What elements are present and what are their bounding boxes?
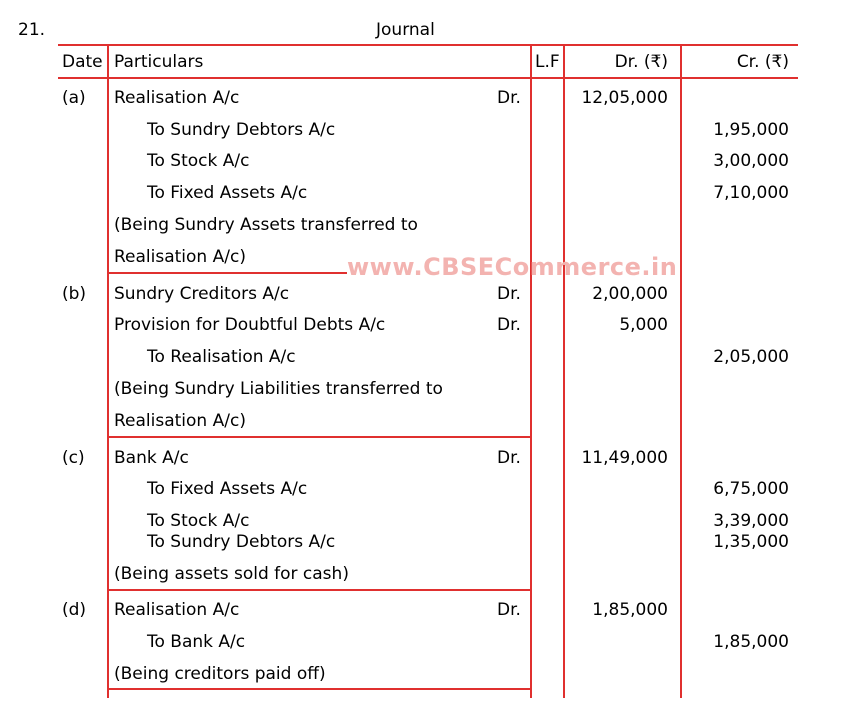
credit-amount: 6,75,000 <box>713 479 789 499</box>
debit-account: Realisation A/c <box>114 88 240 108</box>
entry-separator-d <box>107 688 532 690</box>
debit-account: Sundry Creditors A/c <box>114 284 290 304</box>
credit-amount: 3,00,000 <box>713 151 789 171</box>
entry-date: (d) <box>62 600 87 620</box>
credit-amount: 3,39,000 <box>713 511 789 531</box>
question-number: 21. <box>18 20 46 40</box>
narration: (Being Sundry Liabilities transferred to <box>114 379 443 399</box>
credit-account: To Stock A/c <box>147 511 250 531</box>
credit-account: To Sundry Debtors A/c <box>147 120 336 140</box>
credit-amount: 1,95,000 <box>713 120 789 140</box>
entry-date: (c) <box>62 448 85 468</box>
entry-separator-a <box>107 272 347 274</box>
narration: Realisation A/c) <box>114 247 246 267</box>
dr-mark: Dr. <box>497 448 521 468</box>
credit-account: To Stock A/c <box>147 151 250 171</box>
page-title: Journal <box>376 20 435 40</box>
dr-mark: Dr. <box>497 284 521 304</box>
date-column-divider <box>107 44 109 698</box>
entry-separator-b <box>107 436 532 438</box>
dr-mark: Dr. <box>497 315 521 335</box>
narration: (Being creditors paid off) <box>114 664 326 684</box>
credit-amount: 1,35,000 <box>713 532 789 552</box>
header-dr: Dr. (₹) <box>614 52 668 72</box>
credit-account: To Realisation A/c <box>147 347 296 367</box>
lf-column-left-divider <box>530 44 532 698</box>
credit-amount: 1,85,000 <box>713 632 789 652</box>
table-top-border <box>58 44 798 46</box>
dr-column-right-divider <box>680 44 682 698</box>
debit-amount: 2,00,000 <box>592 284 668 304</box>
debit-account: Bank A/c <box>114 448 189 468</box>
header-particulars: Particulars <box>114 52 204 72</box>
narration: (Being assets sold for cash) <box>114 564 349 584</box>
debit-amount: 12,05,000 <box>581 88 668 108</box>
watermark: www.CBSECommerce.in <box>347 253 678 281</box>
dr-mark: Dr. <box>497 88 521 108</box>
header-lf: L.F <box>535 52 560 72</box>
header-date: Date <box>62 52 103 72</box>
entry-date: (a) <box>62 88 86 108</box>
table-header-border <box>58 77 798 79</box>
credit-account: To Fixed Assets A/c <box>147 479 308 499</box>
header-cr: Cr. (₹) <box>736 52 789 72</box>
credit-amount: 2,05,000 <box>713 347 789 367</box>
entry-separator-c <box>107 589 532 591</box>
debit-account: Realisation A/c <box>114 600 240 620</box>
credit-account: To Sundry Debtors A/c <box>147 532 336 552</box>
dr-mark: Dr. <box>497 600 521 620</box>
debit-amount: 1,85,000 <box>592 600 668 620</box>
debit-amount: 11,49,000 <box>581 448 668 468</box>
debit-account: Provision for Doubtful Debts A/c <box>114 315 386 335</box>
debit-amount: 5,000 <box>619 315 668 335</box>
narration: (Being Sundry Assets transferred to <box>114 215 418 235</box>
credit-account: To Fixed Assets A/c <box>147 183 308 203</box>
narration: Realisation A/c) <box>114 411 246 431</box>
credit-amount: 7,10,000 <box>713 183 789 203</box>
credit-account: To Bank A/c <box>147 632 246 652</box>
entry-date: (b) <box>62 284 87 304</box>
